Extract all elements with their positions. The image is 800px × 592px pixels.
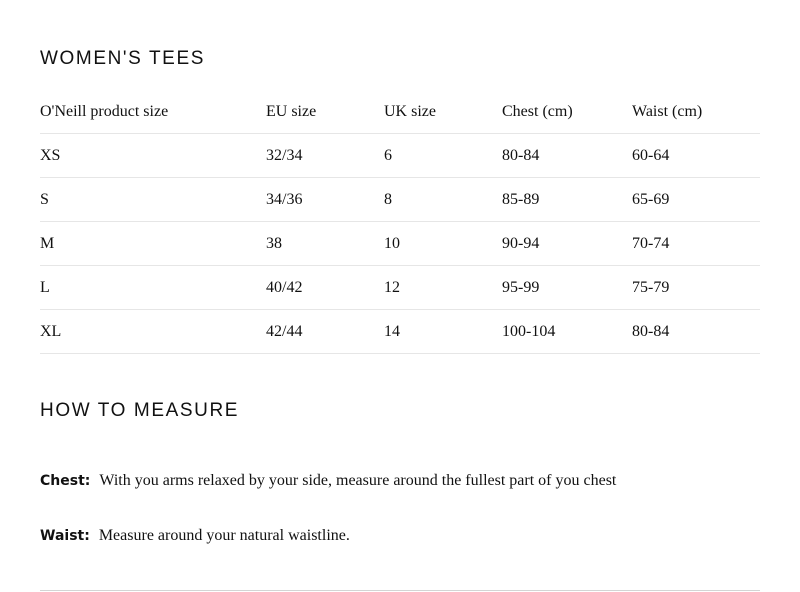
header-waist: Waist (cm) <box>632 90 760 134</box>
header-chest: Chest (cm) <box>502 90 632 134</box>
divider <box>40 590 760 591</box>
measure-text-waist: Measure around your natural waistline. <box>98 527 350 544</box>
cell-chest: 85-89 <box>502 178 632 222</box>
cell-uk-size: 10 <box>384 222 502 266</box>
cell-uk-size: 12 <box>384 266 502 310</box>
table-row <box>40 310 760 354</box>
cell-product-size: L <box>40 266 266 310</box>
measure-text-chest: With you arms relaxed by your side, measure around the fullest part of you chest <box>99 472 617 489</box>
cell-waist: 80-84 <box>632 310 760 354</box>
cell-eu-size: 40/42 <box>266 266 384 310</box>
table-row <box>40 178 760 222</box>
cell-product-size: XL <box>40 310 266 354</box>
cell-chest: 80-84 <box>502 134 632 178</box>
header-uk-size: UK size <box>384 90 502 134</box>
measure-label-chest: Chest: <box>40 473 91 489</box>
cell-uk-size: 8 <box>384 178 502 222</box>
table-row <box>40 134 760 178</box>
cell-uk-size: 6 <box>384 134 502 178</box>
cell-product-size: XS <box>40 134 266 178</box>
cell-eu-size: 32/34 <box>266 134 384 178</box>
cell-chest: 100-104 <box>502 310 632 354</box>
header-eu-size: EU size <box>266 90 384 134</box>
table-header-row <box>40 90 760 134</box>
table-row <box>40 222 760 266</box>
cell-product-size: M <box>40 222 266 266</box>
header-product-size: O'Neill product size <box>40 90 266 134</box>
cell-waist: 70-74 <box>632 222 760 266</box>
cell-eu-size: 42/44 <box>266 310 384 354</box>
measure-instruction-chest <box>40 472 616 490</box>
cell-waist: 65-69 <box>632 178 760 222</box>
size-table <box>40 90 760 354</box>
table-row <box>40 266 760 310</box>
cell-chest: 95-99 <box>502 266 632 310</box>
how-to-measure-title: HOW TO MEASURE <box>40 400 240 421</box>
measure-instruction-waist <box>40 527 350 545</box>
cell-waist: 75-79 <box>632 266 760 310</box>
cell-chest: 90-94 <box>502 222 632 266</box>
cell-uk-size: 14 <box>384 310 502 354</box>
measure-label-waist: Waist: <box>40 528 90 544</box>
cell-eu-size: 38 <box>266 222 384 266</box>
cell-product-size: S <box>40 178 266 222</box>
cell-eu-size: 34/36 <box>266 178 384 222</box>
cell-waist: 60-64 <box>632 134 760 178</box>
size-guide-page <box>40 0 760 592</box>
womens-tees-title: WOMEN'S TEES <box>40 48 205 69</box>
